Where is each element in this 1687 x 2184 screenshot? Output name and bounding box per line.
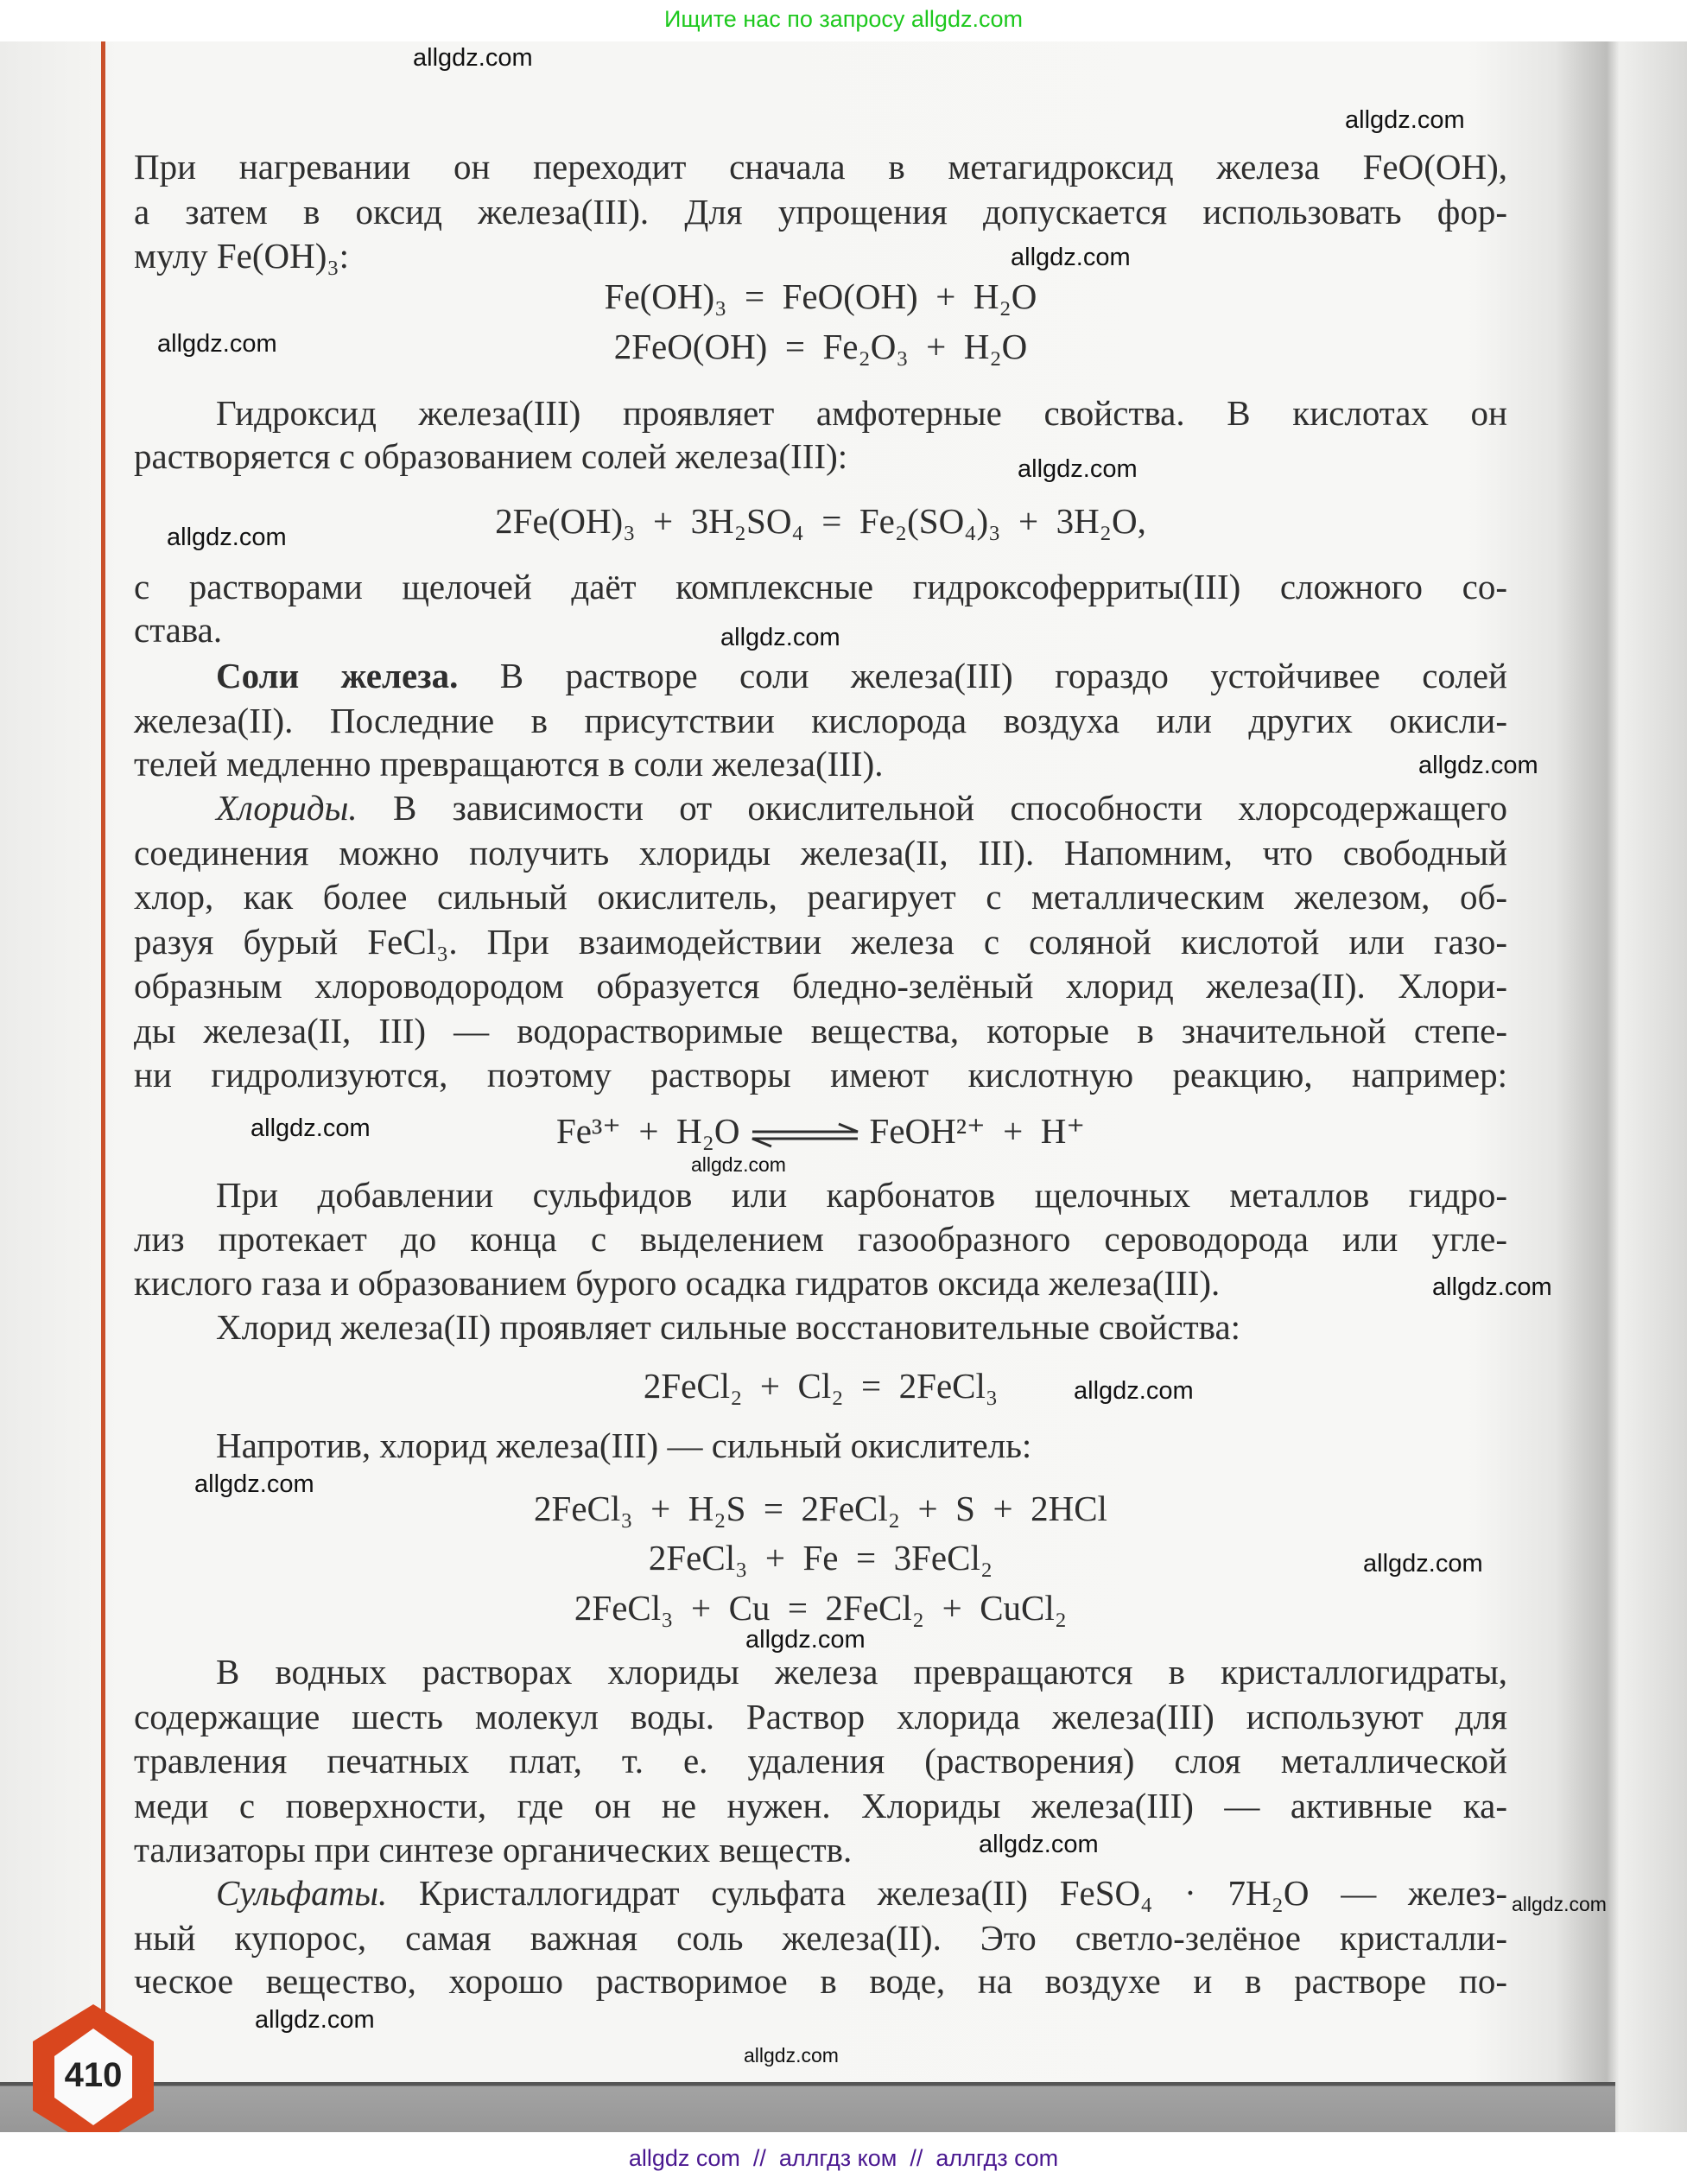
bottom-banner-text[interactable]: allgdz com // аллгдз ком // аллгдз com <box>628 2145 1059 2171</box>
equation-right: FeOH²⁺ + H⁺ <box>869 1111 1086 1151</box>
text-line: ческое вещество, хорошо растворимое в воде, на воздухе и в растворе по- <box>134 1961 1507 2001</box>
text-span: В зависимости от окислительной способности хлорсодержащего <box>357 788 1507 828</box>
text-line <box>216 1875 1507 1911</box>
text-span: Кристаллогидрат сульфата железа(II) FeSO₄ · 7H₂O — желез- <box>387 1873 1507 1913</box>
equation: 2FeCl₃ + H₂S = 2FeCl₂ + S + 2HCl <box>534 1489 1107 1528</box>
watermark: allgdz.com <box>1432 1273 1552 1301</box>
text-line: травления печатных плат, т. е. удаления (растворения) слоя металлической <box>134 1741 1507 1781</box>
text-line: образным хлороводородом образуется бледно-зелёный хлорид железа(II). Хлори- <box>134 966 1507 1006</box>
equation: Fe(OH)₃ = FeO(OH) + H₂O <box>604 276 1037 316</box>
watermark: allgdz.com <box>1345 106 1465 134</box>
page-number-badge <box>24 2003 162 2149</box>
equation: 2FeCl₃ + Fe = 3FeCl₂ <box>648 1538 993 1578</box>
top-banner-text[interactable]: Ищите нас по запросу allgdz.com <box>664 6 1023 32</box>
margin-rule <box>101 41 105 2028</box>
watermark: allgdz.com <box>744 2044 839 2067</box>
text-line: Гидроксид железа(III) проявляет амфотерные свойства. В кислотах он <box>216 393 1507 433</box>
text-span: В растворе соли железа(III) гораздо устойчивее солей <box>458 656 1507 695</box>
watermark: allgdz.com <box>194 1470 314 1498</box>
text-line: растворяется с образованием солей железа(III): <box>134 436 848 476</box>
watermark: allgdz.com <box>157 330 277 358</box>
watermark: allgdz.com <box>691 1153 786 1176</box>
text-line: лиз протекает до конца с выделением газообразного сероводорода или угле- <box>134 1219 1507 1259</box>
text-line: става. <box>134 610 223 650</box>
text-line: хлор, как более сильный окислитель, реагирует с металлическим железом, об- <box>134 877 1507 917</box>
watermark: allgdz.com <box>255 2006 375 2034</box>
text-line: При нагревании он переходит сначала в метагидроксид железа FeO(OH), <box>134 147 1507 187</box>
text-line: Напротив, хлорид железа(III) — сильный окислитель: <box>216 1425 1032 1465</box>
equation: 2FeO(OH) = Fe₂O₃ + H₂O <box>613 327 1028 366</box>
equation: 2FeCl₃ + Cu = 2FeCl₂ + CuCl₂ <box>574 1588 1068 1628</box>
text-line: железа(II). Последние в присутствии кислорода воздуха или других окисли- <box>134 701 1507 740</box>
watermark: allgdz.com <box>167 524 287 551</box>
watermark: allgdz.com <box>413 44 533 72</box>
equation: 2FeCl₂ + Cl₂ = 2FeCl₃ <box>643 1366 999 1406</box>
section-heading: Соли железа. <box>216 656 459 695</box>
text-line: разуя бурый FeCl₃. При взаимодействии железа с соляной кислотой или газо- <box>134 922 1507 962</box>
text-line: содержащие шесть молекул воды. Раствор хлорида железа(III) используют для <box>134 1697 1507 1736</box>
top-banner <box>0 0 1687 41</box>
text-line: ный купорос, самая важная соль железа(II). Это светло-зелёное кристалли- <box>134 1918 1507 1958</box>
text-line: телей медленно превращаются в соли железа(III). <box>134 744 884 784</box>
subsection-heading: Сульфаты. <box>216 1873 388 1913</box>
text-line <box>216 657 1507 694</box>
watermark: allgdz.com <box>1074 1377 1194 1405</box>
watermark: allgdz.com <box>1418 752 1538 779</box>
watermark: allgdz.com <box>720 624 840 651</box>
watermark: allgdz.com <box>1512 1893 1607 1915</box>
page-bottom-edge <box>0 2082 1615 2132</box>
text-line: соединения можно получить хлориды железа(II, III). Напомним, что свободный <box>134 833 1507 873</box>
equation-left: Fe³⁺ + H₂O <box>555 1111 740 1151</box>
text-line <box>216 790 1507 826</box>
text-line: мулу Fe(OH)₃: <box>134 236 350 276</box>
text-line: Хлорид железа(II) проявляет сильные восстановительные свойства: <box>216 1307 1241 1347</box>
text-line: с растворами щелочей даёт комплексные гидроксоферриты(III) сложного со- <box>134 567 1507 606</box>
equation <box>556 1113 1085 1149</box>
page-number: 410 <box>64 2056 123 2094</box>
watermark: allgdz.com <box>979 1831 1099 1858</box>
text-line: При добавлении сульфидов или карбонатов щелочных металлов гидро- <box>216 1175 1507 1215</box>
text-line: ды железа(II, III) — водорастворимые вещества, которые в значительной степе- <box>134 1011 1507 1051</box>
subsection-heading: Хлориды. <box>216 788 358 828</box>
equation: 2Fe(OH)₃ + 3H₂SO₄ = Fe₂(SO₄)₃ + 3H₂O, <box>495 501 1146 541</box>
text-line: меди с поверхности, где он не нужен. Хлориды железа(III) — активные ка- <box>134 1786 1507 1825</box>
text-line: В водных растворах хлориды железа превращаются в кристаллогидраты, <box>216 1652 1507 1692</box>
watermark: allgdz.com <box>745 1626 866 1654</box>
equilibrium-arrow-icon <box>749 1122 861 1148</box>
watermark: allgdz.com <box>251 1114 371 1142</box>
watermark: allgdz.com <box>1363 1550 1483 1578</box>
bottom-banner <box>0 2132 1687 2181</box>
text-line: а затем в оксид железа(III). Для упрощения допускается использовать фор- <box>134 192 1507 232</box>
text-line: ни гидролизуются, поэтому растворы имеют кислотную реакцию, например: <box>134 1055 1507 1095</box>
text-line: кислого газа и образованием бурого осадка гидратов оксида железа(III). <box>134 1263 1221 1303</box>
watermark: allgdz.com <box>1011 244 1131 271</box>
text-line: тализаторы при синтезе органических веществ. <box>134 1830 853 1870</box>
watermark: allgdz.com <box>1018 455 1138 483</box>
